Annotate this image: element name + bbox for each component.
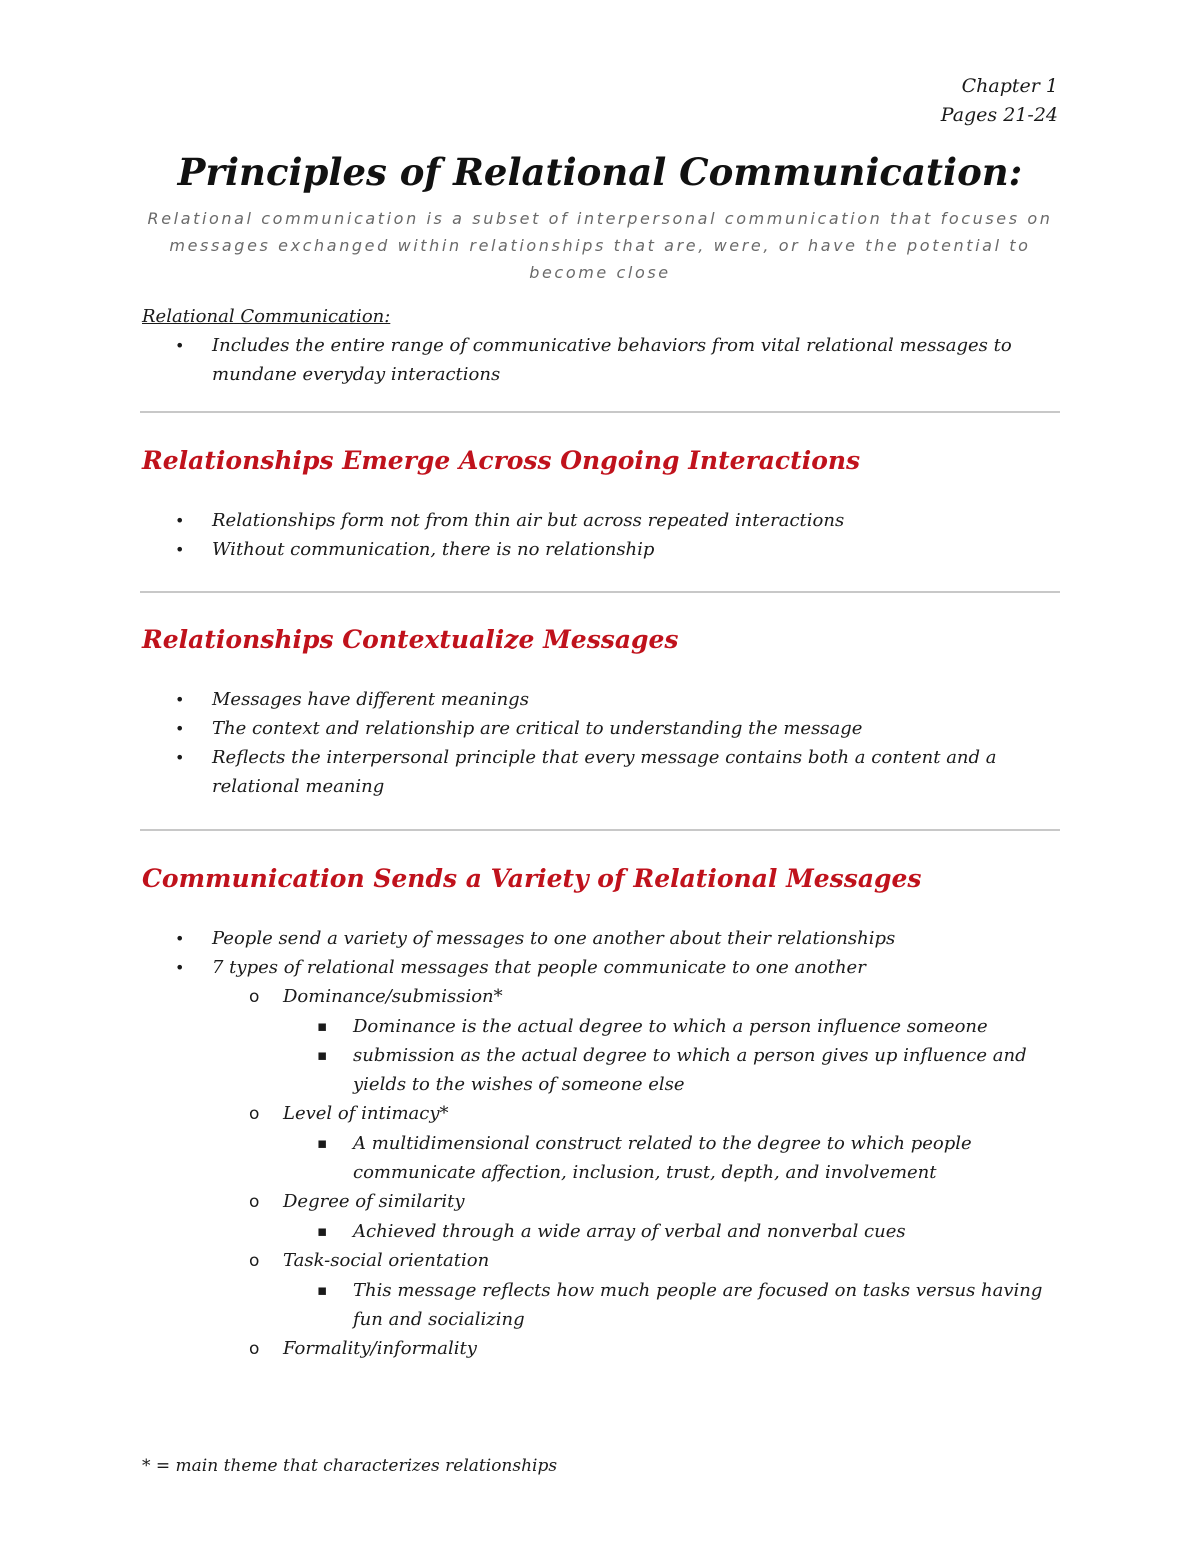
section-bullets — [142, 506, 1062, 564]
footnote: * = main theme that characterizes relationships — [142, 1456, 558, 1476]
section-heading: Relationships Emerge Across Ongoing Interactions — [142, 446, 861, 475]
page-subtitle: Relational communication is a subset of interpersonal communication that focuses on messages exchanged within relationships that are, were, or have the potential to become close — [147, 209, 1053, 282]
detail-item: ▪ Achieved through a wide array of verbal and nonverbal cues — [283, 1217, 1062, 1246]
section-divider — [140, 591, 1060, 593]
type-details — [283, 1217, 1062, 1246]
list-item: • The context and relationship are critical to understanding the message — [142, 714, 1062, 743]
section-contextualize — [142, 623, 1062, 801]
intro-bullets — [142, 331, 1062, 389]
type-details — [283, 1012, 1062, 1099]
type-item — [142, 1334, 1062, 1364]
header-meta — [941, 72, 1058, 130]
list-item: • Without communication, there is no relationship — [142, 535, 1062, 564]
type-label: Level of intimacy* — [283, 1103, 449, 1124]
list-item: • 7 types of relational messages that people communicate to one another — [142, 953, 1062, 982]
list-item: • Messages have different meanings — [142, 685, 1062, 714]
type-label: Dominance/submission* — [283, 986, 503, 1007]
list-item: • Relationships form not from thin air but across repeated interactions — [142, 506, 1062, 535]
type-label: Degree of similarity — [283, 1191, 465, 1212]
type-label: Formality/informality — [283, 1338, 477, 1359]
list-item: • Includes the entire range of communicative behaviors from vital relational messages to mundane everyday interactions — [142, 331, 1062, 389]
chapter-label: Chapter 1 — [961, 75, 1058, 97]
section-divider — [140, 411, 1060, 413]
detail-item: ▪ A multidimensional construct related to the degree to which people communicate affection, inclusion, trust, depth, and involvement — [283, 1129, 1062, 1187]
intro-section — [142, 302, 1062, 389]
section-variety — [142, 862, 1062, 1364]
type-item — [142, 1187, 1062, 1246]
type-item — [142, 982, 1062, 1099]
section-heading: Relationships Contextualize Messages — [142, 625, 679, 654]
type-item — [142, 1099, 1062, 1187]
section-divider — [140, 829, 1060, 831]
section-emerge — [142, 444, 1062, 564]
detail-item: ▪ This message reflects how much people are focused on tasks versus having fun and socializing — [283, 1276, 1062, 1334]
pages-label: Pages 21-24 — [940, 104, 1058, 126]
section-bullets — [142, 924, 1062, 982]
relational-types-list — [142, 982, 1062, 1364]
type-item — [142, 1246, 1062, 1334]
page-title: Principles of Relational Communication: — [177, 150, 1023, 194]
section-bullets — [142, 685, 1062, 801]
type-label: Task-social orientation — [283, 1250, 490, 1271]
section-heading: Communication Sends a Variety of Relational Messages — [142, 864, 922, 893]
detail-item: ▪ submission as the actual degree to which a person gives up influence and yields to the wishes of someone else — [283, 1041, 1062, 1099]
type-details — [283, 1129, 1062, 1187]
type-details — [283, 1276, 1062, 1334]
list-item: • Reflects the interpersonal principle that every message contains both a content and a relational meaning — [142, 743, 1062, 801]
intro-label: Relational Communication: — [142, 306, 391, 327]
list-item: • People send a variety of messages to one another about their relationships — [142, 924, 1062, 953]
detail-item: ▪ Dominance is the actual degree to which a person influence someone — [283, 1012, 1062, 1041]
